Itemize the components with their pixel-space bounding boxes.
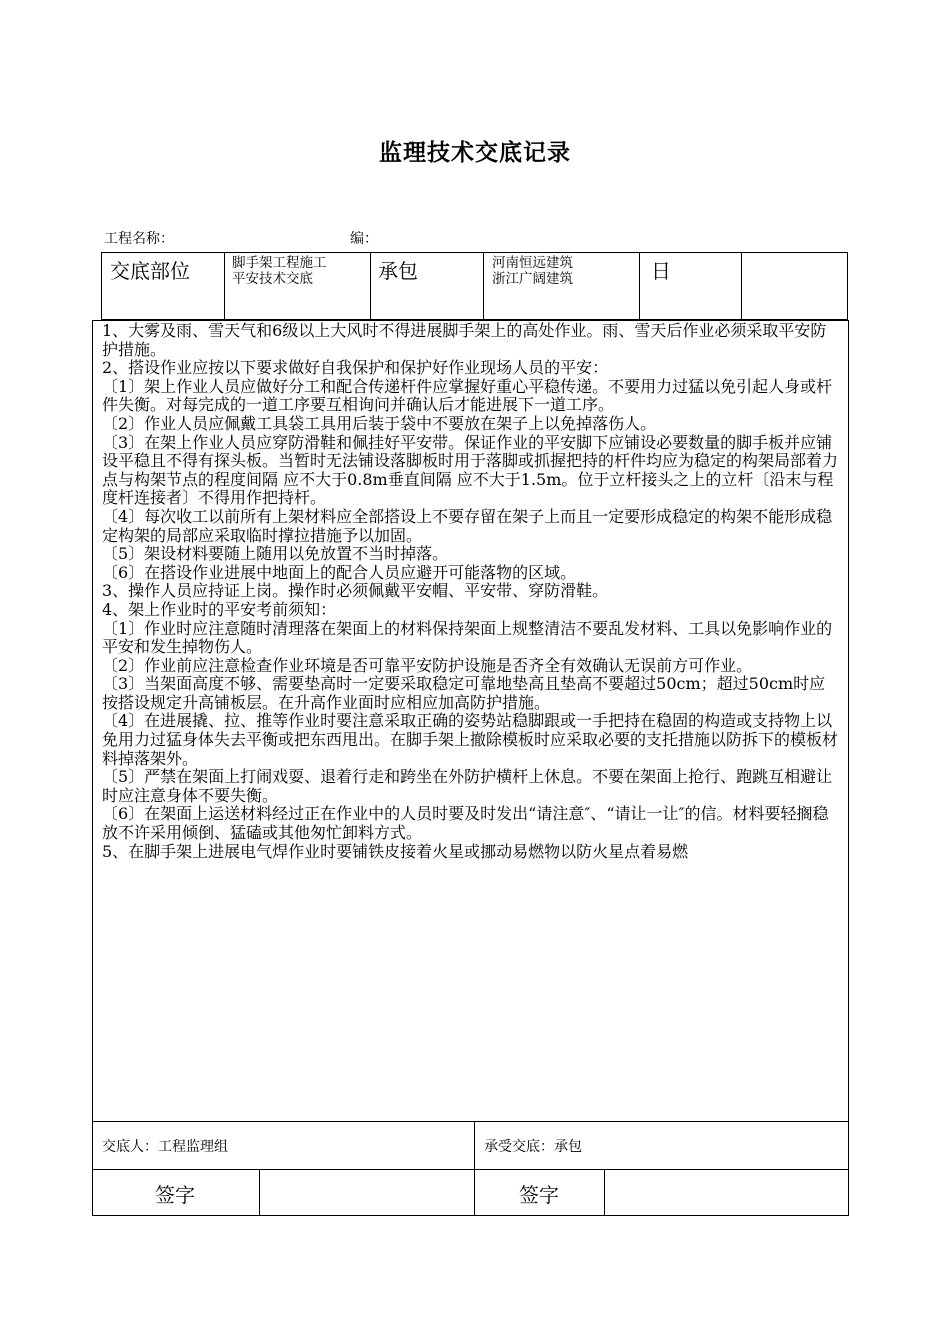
content-paragraph: 1、大雾及雨、雪天气和6级以上大风时不得进展脚手架上的高处作业。雨、雪天后作业必须采取平安防护措施。 [102, 321, 827, 359]
content-paragraph: 〔4〕在进展撬、拉、推等作业时要注意采取正确的姿势站稳脚跟或一手把持在稳固的构造或支持物上以免用力过猛身体失去平衡或把东西甩出。在脚手架上撤除模板时应采取必要的支托措施以防拆下的模板材料掉落架外。 [102, 711, 839, 768]
divider [741, 253, 742, 319]
date-label: 日 [651, 259, 671, 283]
content-paragraph: 〔4〕每次收工以前所有上架材料应全部搭设上不要存留在架子上而且一定要形成稳定的构架不能形成稳定构架的局部应采取临时撑拉措施予以加固。 [102, 506, 833, 545]
divider [639, 253, 640, 319]
discloser-label: 交底人：工程监理组 [102, 1139, 228, 1155]
content-paragraph: 〔6〕在架面上运送材料经过正在作业中的人员时要及时发出“请注意″、“请让一让″的信。材料要轻搁稳放不许采用倾倒、猛磕或其他匆忙卸料方式。 [102, 804, 829, 843]
divider [483, 253, 484, 319]
content-paragraph: 〔5〕架设材料要随上随用以免放置不当时掉落。 [102, 544, 449, 564]
part-label: 交底部位 [110, 259, 190, 283]
contractor-value-line-1: 河南恒远建筑 [492, 255, 573, 271]
project-name-label: 工程名称： [104, 231, 174, 247]
content-paragraph: 〔2〕作业前应注意检查作业环境是否可靠平安防护设施是否齐全有效确认无误前方可作业。 [102, 655, 753, 675]
document-title: 监理技术交底记录 [379, 140, 571, 166]
contractor-value [492, 255, 573, 287]
content-paragraph: 〔3〕在架上作业人员应穿防滑鞋和佩挂好平安带。保证作业的平安脚下应铺设必要数量的脚手板并应铺设平稳且不得有探头板。当暂时无法铺设落脚板时用于落脚或抓握把持的杆件均应为稳定的构架局部着力点与构架节点的程度间隔 应不大于0.8m垂直间隔 应不大于1.5m。位于立杆接头之上的立杆〔沿末与程度杆连接者〕不得用作把持杆。 [102, 432, 839, 508]
divider [370, 253, 371, 319]
header-row [101, 252, 848, 320]
divider [93, 1169, 848, 1170]
content-paragraph: 〔5〕严禁在架面上打闹戏耍、退着行走和跨坐在外防护横杆上休息。不要在架面上抢行、跑跳互相避让时应注意身体不要失衡。 [102, 767, 833, 805]
divider [604, 1169, 605, 1215]
content-paragraph: 〔6〕在搭设作业进展中地面上的配合人员应避开可能落物的区域。 [102, 562, 577, 582]
content-paragraph: 〔2〕作业人员应佩戴工具袋工具用后装于袋中不要放在架子上以免掉落伤人。 [102, 413, 657, 433]
content-paragraph: 5、在脚手架上进展电气焊作业时要铺铁皮接着火星或挪动易燃物以防火星点着易燃 [102, 841, 689, 861]
contractor-label: 承包 [378, 259, 418, 283]
part-value [232, 255, 327, 287]
divider [93, 1121, 848, 1122]
content-paragraph: 〔1〕作业时应注意随时清理落在架面上的材料保持架面上规整清洁不要乱发材料、工具以免影响作业的平安和发生掉物伤人。 [102, 618, 833, 657]
contractor-value-line-2: 浙江广阔建筑 [492, 271, 573, 287]
content-table [92, 320, 849, 1216]
sign-label-left: 签字 [155, 1183, 195, 1207]
content-paragraph: 〔1〕架上作业人员应做好分工和配合传递杆件应掌握好重心平稳传递。不要用力过猛以免引起人身或杆件失衡。对每完成的一道工序要互相询问并确认后才能进展下一道工序。 [102, 376, 833, 415]
content-paragraph: 〔3〕当架面高度不够、需要垫高时一定要采取稳定可靠地垫高且垫高不要超过50cm；超过50cm时应按搭设规定升高铺板层。在升高作业面时应相应加高防护措施。 [102, 674, 826, 712]
divider [474, 1121, 475, 1215]
divider [224, 253, 225, 319]
document-number-label: 编： [350, 231, 378, 247]
content-paragraph: 2、搭设作业应按以下要求做好自我保护和保护好作业现场人员的平安： [102, 358, 609, 378]
content-paragraph: 3、操作人员应持证上岗。操作时必须佩戴平安帽、平安带、穿防滑鞋。 [102, 581, 609, 601]
part-value-line-1: 脚手架工程施工 [232, 255, 327, 271]
content-paragraph: 4、架上作业时的平安考前须知： [102, 599, 337, 619]
sign-label-right: 签字 [519, 1183, 559, 1207]
receiver-label: 承受交底：承包 [484, 1139, 582, 1155]
content-text [102, 322, 840, 861]
part-value-line-2: 平安技术交底 [232, 271, 313, 287]
divider [259, 1169, 260, 1215]
